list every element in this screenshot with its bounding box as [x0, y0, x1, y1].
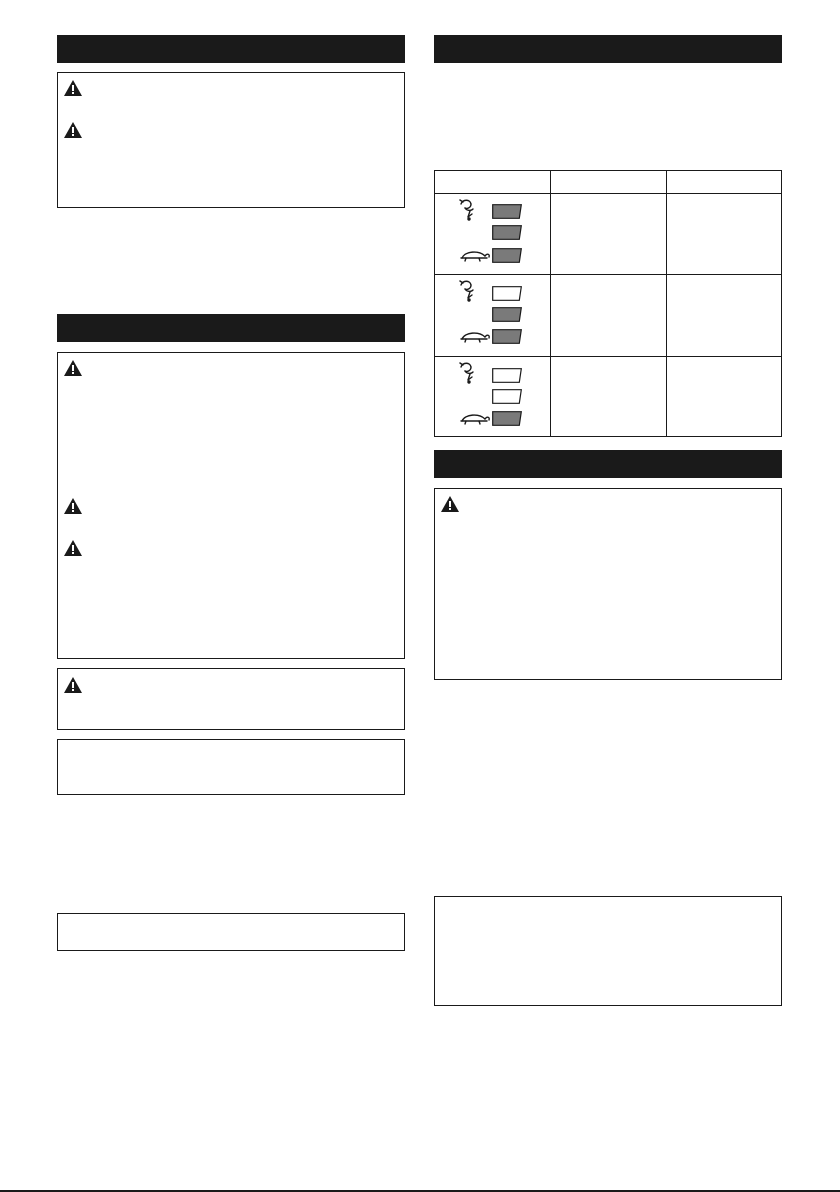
indicator-lamp-lit — [492, 248, 522, 263]
warning-box-1 — [57, 72, 405, 208]
indicator-lamp-lit — [492, 411, 522, 426]
right-section-header-2 — [434, 450, 782, 478]
turtle-icon — [459, 248, 491, 264]
indicator-lamp-off — [492, 286, 522, 301]
warning-triangle-icon — [64, 122, 82, 138]
warning-triangle-icon — [64, 540, 82, 556]
note-box-3 — [434, 896, 782, 1006]
speed-indicator-table — [434, 170, 782, 437]
warning-triangle-icon — [64, 677, 82, 693]
indicator-lamp-lit — [492, 225, 522, 240]
indicator-lamp-lit — [492, 204, 522, 219]
table-row-rule — [435, 274, 781, 275]
warning-box-3 — [57, 668, 405, 730]
indicator-lamp-lit — [492, 307, 522, 322]
note-box-2 — [57, 913, 405, 951]
table-column-rule — [550, 171, 551, 436]
table-row-rule — [435, 356, 781, 357]
rabbit-icon — [457, 279, 487, 303]
rabbit-icon — [457, 198, 487, 222]
indicator-lamp-off — [492, 389, 522, 404]
turtle-icon — [459, 411, 491, 427]
table-column-rule — [666, 171, 667, 436]
note-box-1 — [57, 739, 405, 795]
warning-box-2 — [57, 352, 405, 659]
right-section-header-1 — [434, 35, 782, 63]
rabbit-icon — [457, 361, 487, 385]
warning-triangle-icon — [441, 496, 459, 512]
indicator-lamp-lit — [492, 329, 522, 344]
turtle-icon — [459, 329, 491, 345]
warning-box-4 — [434, 488, 782, 680]
indicator-lamp-off — [492, 368, 522, 383]
table-header-rule — [435, 193, 781, 194]
warning-triangle-icon — [64, 360, 82, 376]
left-section-header-2 — [57, 314, 405, 342]
warning-triangle-icon — [64, 498, 82, 514]
warning-triangle-icon — [64, 80, 82, 96]
left-section-header-1 — [57, 35, 405, 63]
